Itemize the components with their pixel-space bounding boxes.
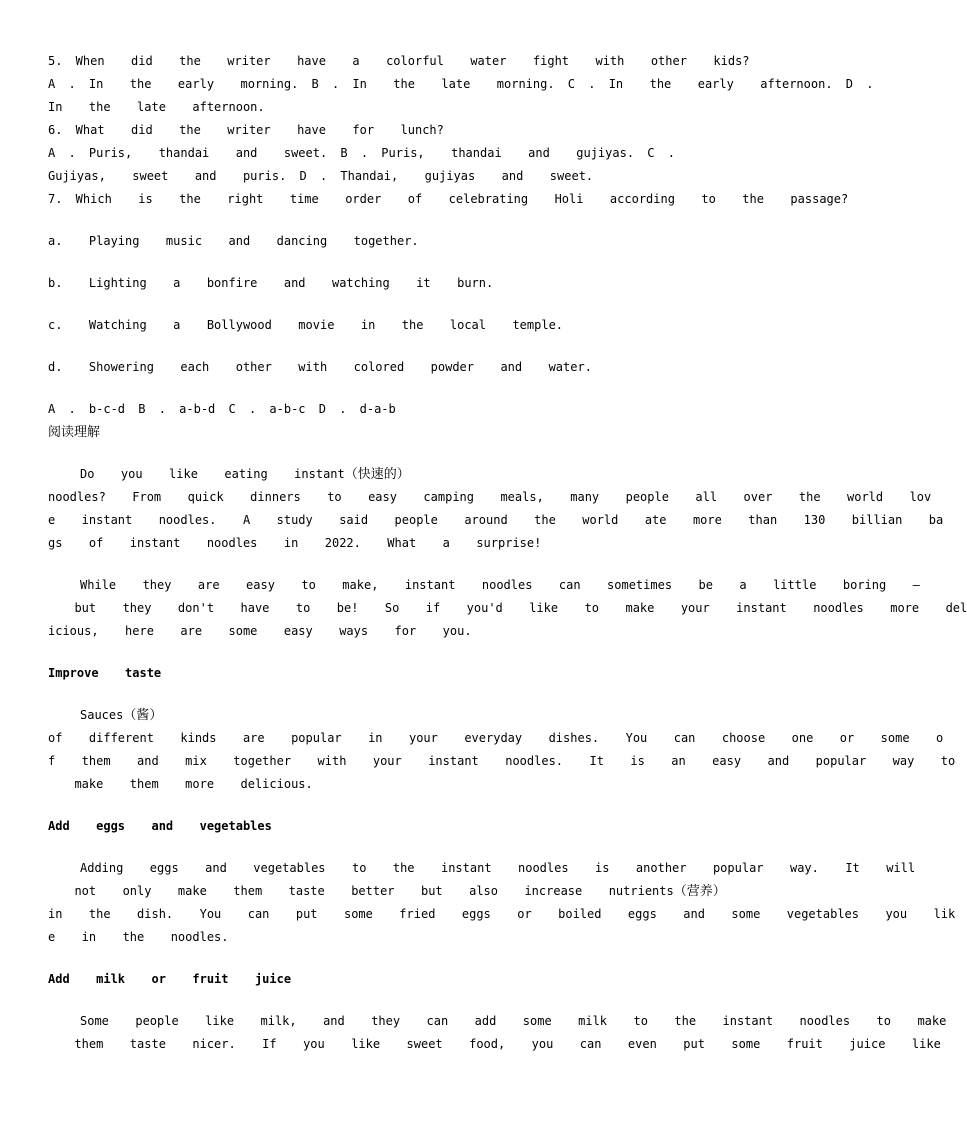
chinese-gloss: （快速的） [344, 467, 410, 482]
paragraph-line: While they are easy to make, instant noodles can sometimes be a little boring — [80, 578, 920, 592]
question-7 [48, 188, 849, 421]
section-1-paragraph [48, 704, 956, 796]
paragraph-line: of different kinds are popular in your everyday dishes. You can choose one or some o [48, 731, 944, 745]
paragraph-line: noodles? From quick dinners to easy camping meals, many people all over the world lov [48, 490, 932, 504]
question-options: In the late afternoon. [48, 100, 265, 114]
question-6 [48, 119, 748, 188]
question-options: Gujiyas, sweet and puris. D . Thandai, gujiyas and sweet. [48, 169, 594, 183]
paragraph-line: f them and mix together with your instant noodles. It is an easy and popular way to [48, 754, 956, 768]
paragraph-line: e in the noodles. [48, 930, 229, 944]
list-item: a. Playing music and dancing together. [48, 234, 419, 248]
paragraph-line [48, 880, 748, 903]
question-options: A . b-c-d B . a-b-d C . a-b-c D . d-a-b [48, 402, 396, 416]
intro-paragraph [48, 463, 944, 555]
paragraph-line: gs of instant noodles in 2022. What a surprise! [48, 536, 542, 550]
section-heading-improve-taste: Improve taste [48, 666, 162, 680]
paragraph-2 [48, 574, 967, 643]
paragraph-line: Adding eggs and vegetables to the instant noodles is another popular way. It will [80, 861, 916, 875]
paragraph-text: Do you like eating instant [80, 467, 345, 481]
question-text: 6. What did the writer have for lunch? [48, 123, 444, 137]
paragraph-line: e instant noodles. A study said people around the world ate more than 130 billian ba [48, 513, 944, 527]
question-options: A . Puris, thandai and sweet. B . Puris, thandai and gujiyas. C . [48, 146, 675, 160]
section-3-paragraph [48, 1010, 947, 1056]
section-title: 阅读理解 [48, 425, 101, 440]
paragraph-line: icious, here are some easy ways for you. [48, 624, 472, 638]
paragraph-line [48, 463, 748, 486]
list-item: d. Showering each other with colored powder and water. [48, 360, 592, 374]
paragraph-line: make them more delicious. [48, 777, 313, 791]
paragraph-line: but they don't have to be! So if you'd like to make your instant noodles more del [48, 601, 967, 615]
paragraph-line: Some people like milk, and they can add some milk to the instant noodles to make [80, 1014, 947, 1028]
section-2-paragraph [48, 857, 956, 949]
question-options: A . In the early morning. B . In the late morning. C . In the early afternoon. D . [48, 77, 874, 91]
chinese-gloss: （营养） [673, 884, 726, 899]
question-5 [48, 50, 874, 119]
section-heading-add-milk: Add milk or fruit juice [48, 972, 292, 986]
paragraph-line: in the dish. You can put some fried eggs or boiled eggs and some vegetables you lik [48, 907, 956, 921]
section-heading-add-eggs: Add eggs and vegetables [48, 819, 272, 833]
paragraph-text: not only make them taste better but also increase nutrients [48, 884, 674, 898]
list-item: b. Lighting a bonfire and watching it burn. [48, 276, 494, 290]
document-page [48, 50, 967, 1056]
paragraph-text: Sauces [80, 708, 124, 722]
chinese-gloss: （酱） [123, 708, 163, 723]
list-item: c. Watching a Bollywood movie in the local temple. [48, 318, 564, 332]
paragraph-line: them taste nicer. If you like sweet food, you can even put some fruit juice like [48, 1037, 941, 1051]
question-text: 5. When did the writer have a colorful water fight with other kids? [48, 54, 750, 68]
question-text: 7. Which is the right time order of celebrating Holi according to the passage? [48, 192, 849, 206]
paragraph-line [48, 704, 748, 727]
